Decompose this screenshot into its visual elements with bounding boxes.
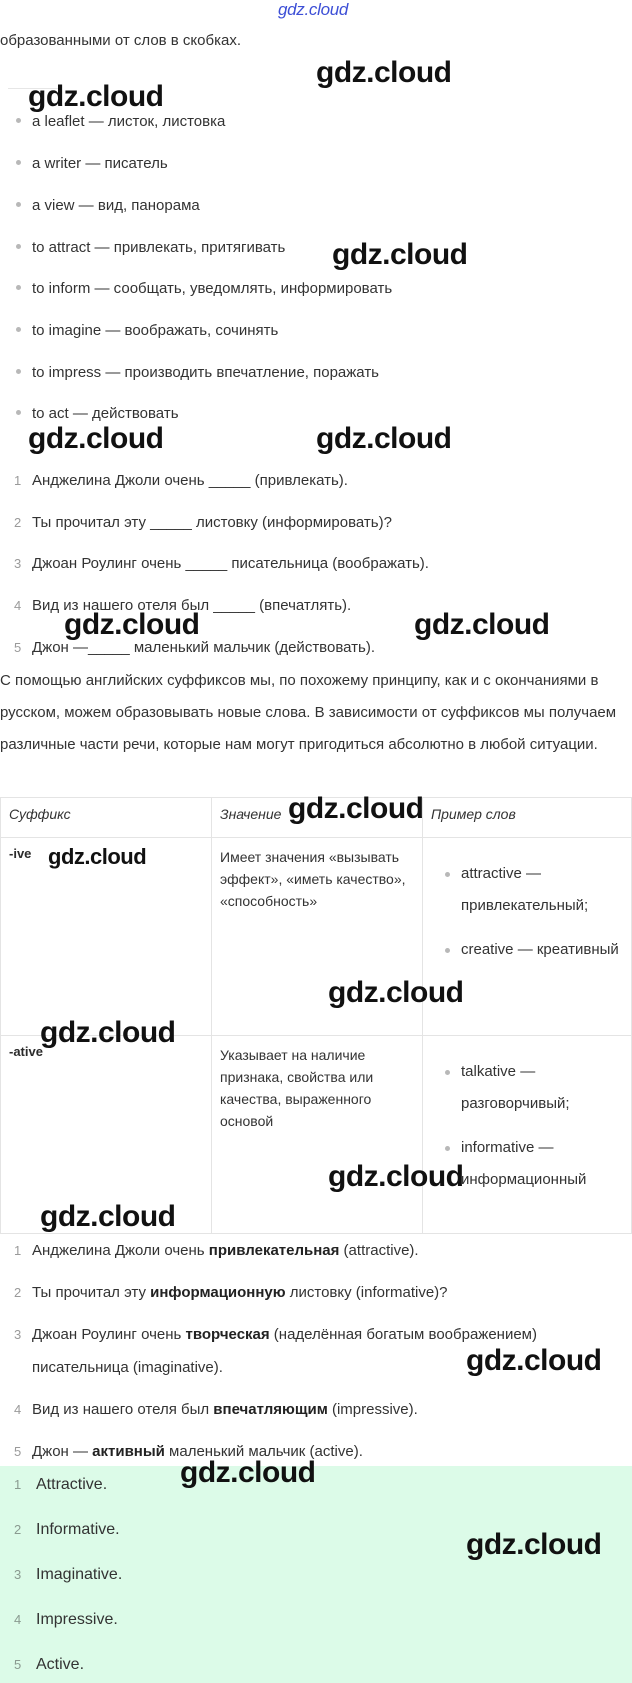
- watermark: gdz.cloud: [328, 976, 464, 1009]
- vocab-item: a leaflet — листок, листовка: [16, 113, 225, 130]
- bullet-icon: [16, 160, 21, 165]
- table-header: Суффикс: [1, 798, 212, 838]
- watermark: gdz.cloud: [64, 608, 200, 641]
- short-answer-item: 3 Imaginative.: [14, 1566, 123, 1583]
- watermark: gdz.cloud: [332, 238, 468, 271]
- vocab-item: to act — действовать: [16, 405, 179, 422]
- answer-item: 1 Анджелина Джоли очень привлекательная (attractive).: [14, 1242, 419, 1259]
- bullet-icon: [16, 244, 21, 249]
- vocab-item: a view — вид, панорама: [16, 197, 200, 214]
- vocab-item: a writer — писатель: [16, 155, 168, 172]
- short-answer-item: 2 Informative.: [14, 1521, 120, 1538]
- vocab-item: to impress — производить впечатление, поражать: [16, 364, 379, 381]
- answer-item: 2 Ты прочитал эту информационную листовку (informative)?: [14, 1284, 448, 1301]
- watermark: gdz.cloud: [414, 608, 550, 641]
- exercise-item: 4 Вид из нашего отеля был _____ (впечатлять).: [14, 597, 352, 614]
- examples-cell: [423, 1036, 632, 1234]
- exercise-item: 1 Анджелина Джоли очень _____ (привлекать).: [14, 472, 348, 489]
- example-item: creative — креативный: [445, 934, 623, 966]
- watermark: gdz.cloud: [40, 1200, 176, 1233]
- bullet-icon: [16, 285, 21, 290]
- intro-text: образованными от слов в скобках.: [0, 32, 242, 49]
- short-answer-item: 4 Impressive.: [14, 1611, 118, 1628]
- watermark: gdz.cloud: [328, 1160, 464, 1193]
- example-item: talkative — разговорчивый;: [445, 1056, 623, 1120]
- answer-item: 4 Вид из нашего отеля был впечатляющим (impressive).: [14, 1401, 418, 1418]
- exercise-item: 5 Джон —_____ маленький мальчик (действовать).: [14, 639, 375, 656]
- watermark: gdz.cloud: [466, 1344, 602, 1377]
- answer-item: 3 Джоан Роулинг очень творческая (наделённая богатым воображением): [14, 1326, 537, 1343]
- watermark: gdz.cloud: [466, 1528, 602, 1561]
- exercise-item: 3 Джоан Роулинг очень _____ писательница (воображать).: [14, 555, 429, 572]
- suffix-cell: -ive: [1, 838, 212, 1036]
- suffix-cell: -ative: [1, 1036, 212, 1234]
- exercise-item: 2 Ты прочитал эту _____ листовку (информировать)?: [14, 514, 392, 531]
- watermark: gdz.cloud: [48, 844, 147, 869]
- site-logo[interactable]: gdz.cloud: [278, 0, 349, 19]
- meaning-cell: Указывает на наличие признака, свойства или качества, выраженного основой: [212, 1036, 423, 1234]
- example-item: attractive — привлекательный;: [445, 858, 623, 922]
- vocab-item: to imagine — воображать, сочинять: [16, 322, 278, 339]
- watermark: gdz.cloud: [316, 56, 452, 89]
- vocab-item: to attract — привлекать, притягивать: [16, 239, 285, 256]
- bullet-icon: [16, 327, 21, 332]
- vocab-item: to inform — сообщать, уведомлять, информировать: [16, 280, 392, 297]
- bullet-icon: [16, 369, 21, 374]
- watermark: gdz.cloud: [28, 80, 164, 113]
- bullet-icon: [16, 118, 21, 123]
- short-answer-item: 1 Attractive.: [14, 1476, 108, 1493]
- watermark: gdz.cloud: [28, 422, 164, 455]
- answer-item: 5 Джон — активный маленький мальчик (active).: [14, 1443, 363, 1460]
- watermark: gdz.cloud: [316, 422, 452, 455]
- watermark: gdz.cloud: [40, 1016, 176, 1049]
- watermark: gdz.cloud: [180, 1456, 316, 1489]
- table-header: Значение: [212, 798, 423, 838]
- bullet-icon: [16, 202, 21, 207]
- meaning-cell: Имеет значения «вызывать эффект», «иметь качество», «способность»: [212, 838, 423, 1036]
- table-header: Пример слов: [423, 798, 632, 838]
- explanation-paragraph: С помощью английских суффиксов мы, по похожему принципу, как и с окончаниями в русском, можем образовывать новые слова. В зависимости от суффиксов мы получаем различные части речи, которые нам могут пригодиться абсолютно в любой ситуации.: [0, 672, 617, 753]
- watermark: gdz.cloud: [288, 792, 424, 825]
- example-item: informative — информационный: [445, 1132, 623, 1196]
- short-answer-item: 5 Active.: [14, 1656, 85, 1673]
- bullet-icon: [16, 410, 21, 415]
- answer-item-continuation: писательница (imaginative).: [32, 1359, 223, 1376]
